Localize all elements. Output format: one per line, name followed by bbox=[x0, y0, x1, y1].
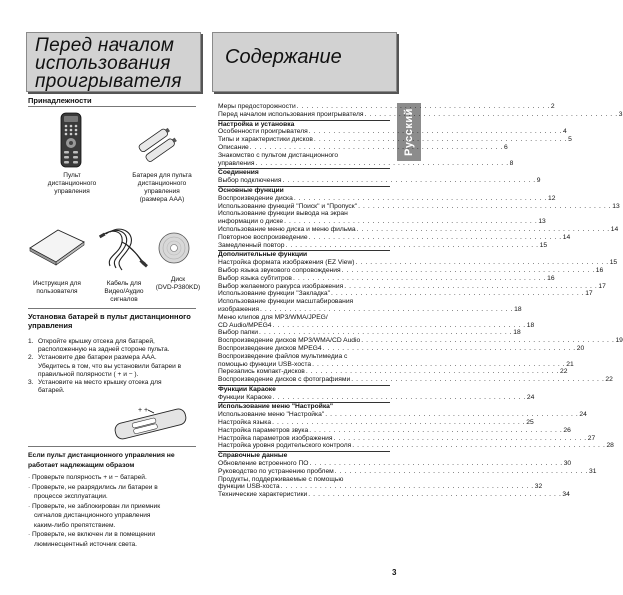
toc-entry-label: Использование функции "Закладка" bbox=[218, 290, 331, 298]
toc-entry bbox=[218, 143, 508, 152]
toc-entry-page: 6 bbox=[503, 143, 508, 151]
toc-entry-page: 16 bbox=[595, 266, 604, 274]
caption-cable bbox=[96, 280, 152, 304]
toc-entry bbox=[218, 259, 618, 267]
toc-entry-label: Настройка формата изображения (EZ View) bbox=[218, 259, 355, 267]
caption-remote-text: Пульт дистанционного управления bbox=[47, 172, 97, 195]
toc-entry bbox=[218, 194, 556, 203]
toc-entry-label: Перезапись компакт-дисков bbox=[218, 368, 305, 376]
toc-dot-leader: . . . . . . . . . . . . . . . . . . . . . . . . . . . . . . . . . . . . . . . . . . . . . . . . . . . . bbox=[325, 411, 579, 419]
toc-section-heading: Дополнительные функции bbox=[218, 250, 390, 259]
toc-entry-page: 5 bbox=[568, 136, 572, 144]
toc-entry bbox=[218, 110, 623, 119]
toc-entry-label: Настройка языка bbox=[218, 419, 272, 427]
toc-section-heading: Настройка и установка bbox=[218, 120, 390, 129]
toc-dot-leader: . . . . . . . . . . . . . . . . . . . . . . . . . . . . . . . . . . . . . . . . . . . . . . . . . . . . bbox=[280, 483, 534, 491]
toc-dot-leader: . . . . . . . . . . . . . . . . . . . . . . . . . . . . . . . . . . . . . . . . . . . . . . . . . . . . bbox=[358, 202, 612, 210]
toc-entry bbox=[218, 329, 521, 337]
toc-section-heading: Функции Караоке bbox=[218, 385, 390, 394]
toc-entry bbox=[218, 233, 571, 242]
remote-battery-compartment-icon bbox=[110, 404, 190, 440]
toc-dot-leader: . . . . . . . . . . . . . . . . . . . . . . . . . . . . . . . . . . . . . . . . . . . . . . . . . . . . bbox=[356, 225, 610, 233]
toc-entry bbox=[218, 344, 585, 353]
toc-entry bbox=[218, 376, 613, 384]
toc-entry-page: 14 bbox=[610, 225, 619, 233]
caption-cable-text: Кабель для Видео/Аудио сигналов bbox=[104, 280, 144, 303]
language-tab: Русский bbox=[397, 103, 421, 161]
toc-dot-leader: . . . . . . . . . . . . . . . . . . . . . . . . . . . . . . . . . . . . . . . . . . . . . . . . . . . . bbox=[364, 110, 618, 118]
accessories-rule bbox=[28, 106, 196, 107]
caption-disc-text: Диск (DVD-P380KD) bbox=[155, 276, 201, 291]
toc-dot-leader: . . . . . . . . . . . . . . . . . . . . . . . . . . . . . . . . . . . . . . . . . . . . . . . . . . . . bbox=[308, 233, 562, 241]
toc-entry-page: 22 bbox=[560, 368, 568, 376]
toc-section-heading: Использование меню "Настройка" bbox=[218, 402, 390, 411]
step-text: Установите две батареи размера AAA. Убедитесь в том, что вы установили батареи в правильной полярности ( + и − ). bbox=[38, 354, 182, 378]
toc-dot-leader: . . . . . . . . . . . . . . . . . . . . . . . . . . . . . . . . . . . . . . . . . . . . . . . . . . . . bbox=[296, 103, 550, 110]
toc-entry-page: 14 bbox=[562, 233, 571, 241]
toc-entry-label: Описание bbox=[218, 143, 249, 151]
toc-entry-label: Типы и характеристики дисков bbox=[218, 136, 313, 144]
toc-section-heading: Справочные данные bbox=[218, 451, 390, 460]
toc-entry-label-line: Меню клипов для MP3/WMA/JPEG/ bbox=[218, 313, 328, 321]
toc-entry-label: Выбор папки bbox=[218, 329, 259, 337]
toc-entry bbox=[218, 241, 548, 250]
toc-dot-leader: . . . . . . . . . . . . . . . . . . . . . . . . . . . . . . . . . . . . . . . . . . . . . . . . . . . . bbox=[249, 143, 503, 151]
av-cable-icon bbox=[96, 226, 148, 272]
toc-entry-page: 13 bbox=[538, 218, 546, 226]
toc-entry-page: 17 bbox=[598, 282, 606, 290]
toc-entry-page: 27 bbox=[587, 434, 596, 442]
toc-entry bbox=[218, 159, 514, 168]
toc-entry-label: информации о диске bbox=[218, 218, 284, 226]
toc-entry bbox=[218, 368, 568, 376]
toc-entry bbox=[218, 282, 606, 291]
toc-section-heading: Основные функции bbox=[218, 186, 390, 195]
toc-entry-page: 31 bbox=[588, 467, 597, 475]
toc-dot-leader: . . . . . . . . . . . . . . . . . . . . . . . . . . . . . . . . . . . . . . . . . . . . . . . . . . . . bbox=[308, 128, 562, 136]
toc-entry bbox=[218, 491, 570, 499]
toc-dot-leader: . . . . . . . . . . . . . . . . . . . . . . . . . . . . . . . . . . . . . . . . . . . . . . . . . . . . bbox=[341, 266, 595, 274]
toc-entry-label-line: Продукты, поддерживаемые с помощью bbox=[218, 475, 344, 483]
caption-battery bbox=[122, 172, 202, 204]
battery-step bbox=[28, 354, 200, 379]
warning-item: · Проверьте полярность + и − батарей. bbox=[28, 474, 147, 481]
toc-entry bbox=[218, 483, 543, 491]
warning-item: · Проверьте, не заблокирован ли приемник сигналов дистанционного управления каким-либо препятствием. bbox=[28, 502, 161, 529]
left-title-line-2: использования bbox=[35, 53, 171, 74]
toc-dot-leader: . . . . . . . . . . . . . . . . . . . . . . . . . . . . . . . . . . . . . . . . . . . . . . . . . . . . bbox=[333, 434, 587, 442]
battery-install-rule bbox=[28, 308, 196, 309]
toc-dot-leader: . . . . . . . . . . . . . . . . . . . . . . . . . . . . . . . . . . . . . . . . . . . . . . . . . . . . bbox=[361, 337, 615, 345]
toc-entry bbox=[218, 103, 555, 111]
toc-entry-label: Выбор языка субтитров bbox=[218, 274, 292, 282]
toc-dot-leader: . . . . . . . . . . . . . . . . . . . . . . . . . . . . . . . . . . . . . . . . . . . . . . . . . . . . bbox=[305, 368, 560, 376]
warning-list bbox=[28, 473, 200, 549]
toc-entry-page: 22 bbox=[605, 376, 613, 384]
toc-entry-page: 13 bbox=[612, 202, 620, 210]
toc-entry-label: функции USB-хоста bbox=[218, 483, 280, 491]
toc-entry-label: Обновление встроенного ПО bbox=[218, 460, 309, 468]
toc-entry-label: Использование меню "Настройка" bbox=[218, 411, 325, 419]
toc-entry-label: Воспроизведение дисков MP3/WMA/CD Audio bbox=[218, 337, 361, 345]
battery-icon bbox=[137, 123, 183, 163]
toc-entry-page: 20 bbox=[576, 344, 585, 352]
toc-dot-leader: . . . . . . . . . . . . . . . . . . . . . . . . . . . . . . . . . . . . . . . . . . . . . . . . . . . . bbox=[352, 442, 606, 450]
toc-entry bbox=[218, 305, 522, 314]
toc-entry-label: Воспроизведение дисков с фотографиями bbox=[218, 376, 351, 384]
toc-dot-leader: . . . . . . . . . . . . . . . . . . . . . . . . . . . . . . . . . . . . . . . . . . . . . . . . . . . . bbox=[285, 241, 539, 249]
toc-entry-label: Выбор желаемого ракурса изображения bbox=[218, 282, 344, 290]
toc-entry-page: 32 bbox=[534, 483, 543, 491]
toc-dot-leader: . . . . . . . . . . . . . . . . . . . . . . . . . . . . . . . . . . . . . . . . . . . . . . . . . . . . bbox=[312, 360, 566, 368]
toc-entry-label: Использование функций "Поиск" и "Пропуск" bbox=[218, 202, 358, 210]
contents-title: Содержание bbox=[225, 46, 342, 68]
toc-dot-leader: . . . . . . . . . . . . . . . . . . . . . . . . . . . . . . . . . . . . . . . . . . . . . . . . . . . . bbox=[272, 321, 526, 329]
toc-entry-label-line: Использование функции вывода на экран bbox=[218, 210, 348, 218]
toc-entry-page: 19 bbox=[615, 337, 623, 345]
toc-dot-leader: . . . . . . . . . . . . . . . . . . . . . . . . . . . . . . . . . . . . . . . . . . . . . . . . . . . . bbox=[259, 329, 513, 337]
toc-entry-page: 12 bbox=[548, 194, 556, 202]
toc-dot-leader: . . . . . . . . . . . . . . . . . . . . . . . . . . . . . . . . . . . . . . . . . . . . . . . . . . . . bbox=[309, 426, 563, 434]
toc-dot-leader: . . . . . . . . . . . . . . . . . . . . . . . . . . . . . . . . . . . . . . . . . . . . . . . . . . . . bbox=[255, 159, 509, 167]
toc-entry-page: 18 bbox=[526, 321, 535, 329]
toc-entry-label: Настройка параметров изображения bbox=[218, 434, 333, 442]
toc-entry-page: 28 bbox=[606, 442, 614, 450]
toc-dot-leader: . . . . . . . . . . . . . . . . . . . . . . . . . . . . . . . . . . . . . . . . . . . . . . . . . . . . bbox=[282, 177, 536, 185]
toc-dot-leader: . . . . . . . . . . . . . . . . . . . . . . . . . . . . . . . . . . . . . . . . . . . . . . . . . . . . bbox=[322, 344, 576, 352]
toc-entry bbox=[218, 411, 587, 419]
step-number: 3. bbox=[28, 379, 34, 387]
caption-remote bbox=[36, 172, 108, 196]
toc-entry-page: 3 bbox=[618, 110, 623, 118]
battery-install-heading: Установка батарей в пульт дистанционного управления bbox=[28, 312, 191, 330]
battery-install-steps bbox=[28, 338, 200, 395]
toc-entry-label-line: Знакомство с пультом дистанционного bbox=[218, 151, 339, 159]
step-number: 1. bbox=[28, 338, 34, 345]
toc-entry bbox=[218, 337, 623, 345]
toc-dot-leader: . . . . . . . . . . . . . . . . . . . . . . . . . . . . . . . . . . . . . . . . . . . . . . . . . . . . bbox=[334, 467, 588, 475]
warning-heading: Если пульт дистанционного управления не работает надлежащим образом bbox=[28, 452, 175, 469]
toc-dot-leader: . . . . . . . . . . . . . . . . . . . . . . . . . . . . . . . . . . . . . . . . . . . . . . . . . . . . bbox=[309, 460, 563, 468]
toc-entry-page: 18 bbox=[513, 329, 521, 337]
toc-dot-leader: . . . . . . . . . . . . . . . . . . . . . . . . . . . . . . . . . . . . . . . . . . . . . . . . . . . . bbox=[292, 274, 547, 282]
toc-entry-page: 2 bbox=[550, 103, 555, 110]
toc-entry bbox=[218, 202, 620, 211]
toc-entry-label: управления bbox=[218, 159, 255, 167]
caption-manual bbox=[24, 280, 90, 296]
left-title-line-1: Перед началом bbox=[35, 35, 175, 56]
toc-entry bbox=[218, 266, 604, 275]
toc-entry-page: 16 bbox=[547, 274, 555, 282]
toc-dot-leader: . . . . . . . . . . . . . . . . . . . . . . . . . . . . . . . . . . . . . . . . . . . . . . . . . . . . bbox=[272, 419, 526, 427]
toc-entry-page: 34 bbox=[562, 491, 570, 499]
toc-entry bbox=[218, 274, 555, 283]
toc-entry bbox=[218, 460, 572, 468]
toc-dot-leader: . . . . . . . . . . . . . . . . . . . . . . . . . . . . . . . . . . . . . . . . . . . . . . . . . . . . bbox=[293, 194, 548, 202]
toc-entry-page: 9 bbox=[536, 177, 541, 185]
toc-entry-label: изображения bbox=[218, 305, 259, 313]
toc-entry-page: 15 bbox=[609, 259, 618, 267]
battery-step bbox=[28, 338, 200, 354]
toc-entry-page: 4 bbox=[562, 128, 567, 136]
disc-icon bbox=[158, 232, 190, 264]
toc-entry bbox=[218, 419, 534, 427]
toc-entry bbox=[218, 426, 571, 435]
toc-entry-label: Функции Караоке bbox=[218, 393, 272, 401]
toc-entry-label: Технические характеристики bbox=[218, 491, 308, 499]
toc-entry-page: 21 bbox=[566, 360, 574, 368]
right-title-box bbox=[212, 32, 397, 92]
toc-entry bbox=[218, 393, 535, 402]
toc-entry-label: Настройка параметров звука bbox=[218, 426, 309, 434]
toc-entry-label: помощью функции USB-хоста bbox=[218, 360, 312, 368]
toc-entry-page: 30 bbox=[563, 460, 572, 468]
left-title-box bbox=[26, 32, 201, 92]
toc-entry-page: 17 bbox=[585, 290, 593, 298]
toc-entry-label: Настройка уровня родительского контроля bbox=[218, 442, 352, 450]
toc-dot-leader: . . . . . . . . . . . . . . . . . . . . . . . . . . . . . . . . . . . . . . . . . . . . . . . . . . . . bbox=[308, 491, 562, 499]
battery-step bbox=[28, 379, 200, 395]
toc-entry-page: 24 bbox=[579, 411, 587, 419]
toc-entry-page: 24 bbox=[526, 393, 535, 401]
toc-entry-label: Меры предосторожности bbox=[218, 103, 296, 110]
toc-entry bbox=[218, 360, 574, 369]
toc-entry bbox=[218, 177, 541, 185]
toc-section-heading: Соединения bbox=[218, 168, 390, 177]
toc-entry bbox=[218, 218, 546, 226]
toc-dot-leader: . . . . . . . . . . . . . . . . . . . . . . . . . . . . . . . . . . . . . . . . . . . . . . . . . . . . bbox=[344, 282, 598, 290]
step-text: Установите на место крышку отсека для батарей. bbox=[38, 379, 162, 395]
toc-entry bbox=[218, 467, 597, 476]
toc-entry-label: Перед началом использования проигрывателя bbox=[218, 110, 364, 118]
remote-control-icon bbox=[60, 112, 82, 168]
page-number: 3 bbox=[392, 568, 397, 577]
toc-entry-label: Воспроизведение дисков MPEG4 bbox=[218, 344, 322, 352]
toc-entry-label: Замедленный повтор bbox=[218, 241, 285, 249]
toc-entry bbox=[218, 290, 593, 298]
toc-entry bbox=[218, 136, 572, 144]
toc-entry-label: CD Audio/MPEG4 bbox=[218, 321, 272, 329]
toc-entry-label: Выбор подключения bbox=[218, 177, 282, 185]
caption-battery-text: Батарея для пульта дистанционного управления (размера AAA) bbox=[132, 172, 192, 203]
toc-entry-label: Воспроизведение диска bbox=[218, 194, 293, 202]
toc-dot-leader: . . . . . . . . . . . . . . . . . . . . . . . . . . . . . . . . . . . . . . . . . . . . . . . . . . . . bbox=[259, 305, 514, 313]
toc-entry-page: 26 bbox=[563, 426, 571, 434]
toc-dot-leader: . . . . . . . . . . . . . . . . . . . . . . . . . . . . . . . . . . . . . . . . . . . . . . . . . . . . bbox=[272, 393, 526, 401]
caption-manual-text: Инструкция для пользователя bbox=[33, 280, 81, 295]
left-title-line-3: проигрывателя bbox=[35, 71, 182, 92]
toc-entry-page: 15 bbox=[539, 241, 548, 249]
warning-rule bbox=[28, 446, 196, 447]
toc-entry-label-line: Воспроизведение файлов мультимедиа с bbox=[218, 352, 348, 360]
toc-entry-page: 8 bbox=[509, 159, 514, 167]
toc-entry-label-line: Использование функции масштабирования bbox=[218, 298, 354, 306]
toc-entry-label: Повторное воспроизведение bbox=[218, 233, 308, 241]
toc-dot-leader: . . . . . . . . . . . . . . . . . . . . . . . . . . . . . . . . . . . . . . . . . . . . . . . . . . . . bbox=[331, 290, 585, 298]
caption-disc bbox=[150, 276, 206, 292]
toc-entry-label: Использование меню диска и меню фильма bbox=[218, 225, 356, 233]
svg-text:+ +: + + bbox=[138, 407, 149, 414]
toc-entry-label: Руководство по устранению проблем bbox=[218, 467, 334, 475]
toc-entry bbox=[218, 442, 614, 450]
toc-entry-page: 25 bbox=[526, 419, 534, 427]
toc-entry bbox=[218, 225, 619, 234]
toc-dot-leader: . . . . . . . . . . . . . . . . . . . . . . . . . . . . . . . . . . . . . . . . . . . . . . . . . . . . bbox=[284, 218, 538, 226]
warning-item: · Проверьте, не разрядились ли батареи в процессе эксплуатации. bbox=[28, 483, 158, 500]
toc-dot-leader: . . . . . . . . . . . . . . . . . . . . . . . . . . . . . . . . . . . . . . . . . . . . . . . . . . . . bbox=[351, 376, 605, 384]
accessories-heading: Принадлежности bbox=[28, 96, 92, 105]
toc-entry-label: Выбор языка звукового сопровождения bbox=[218, 266, 341, 274]
step-text: Откройте крышку отсека для батарей, расположенную на задней стороне пульта. bbox=[38, 338, 170, 354]
manual-icon bbox=[28, 226, 86, 266]
warning-item: · Проверьте, не включен ли в помещении люминесцентный источник света. bbox=[28, 531, 156, 548]
toc-dot-leader: . . . . . . . . . . . . . . . . . . . . . . . . . . . . . . . . . . . . . . . . . . . . . . . . . . . . bbox=[355, 259, 609, 267]
toc-entry-label: Особенности проигрывателя bbox=[218, 128, 308, 136]
step-number: 2. bbox=[28, 354, 34, 362]
toc-dot-leader: . . . . . . . . . . . . . . . . . . . . . . . . . . . . . . . . . . . . . . . . . . . . . . . . . . . . bbox=[313, 136, 568, 144]
toc-entry-page: 18 bbox=[514, 305, 522, 313]
toc-entry bbox=[218, 128, 567, 136]
